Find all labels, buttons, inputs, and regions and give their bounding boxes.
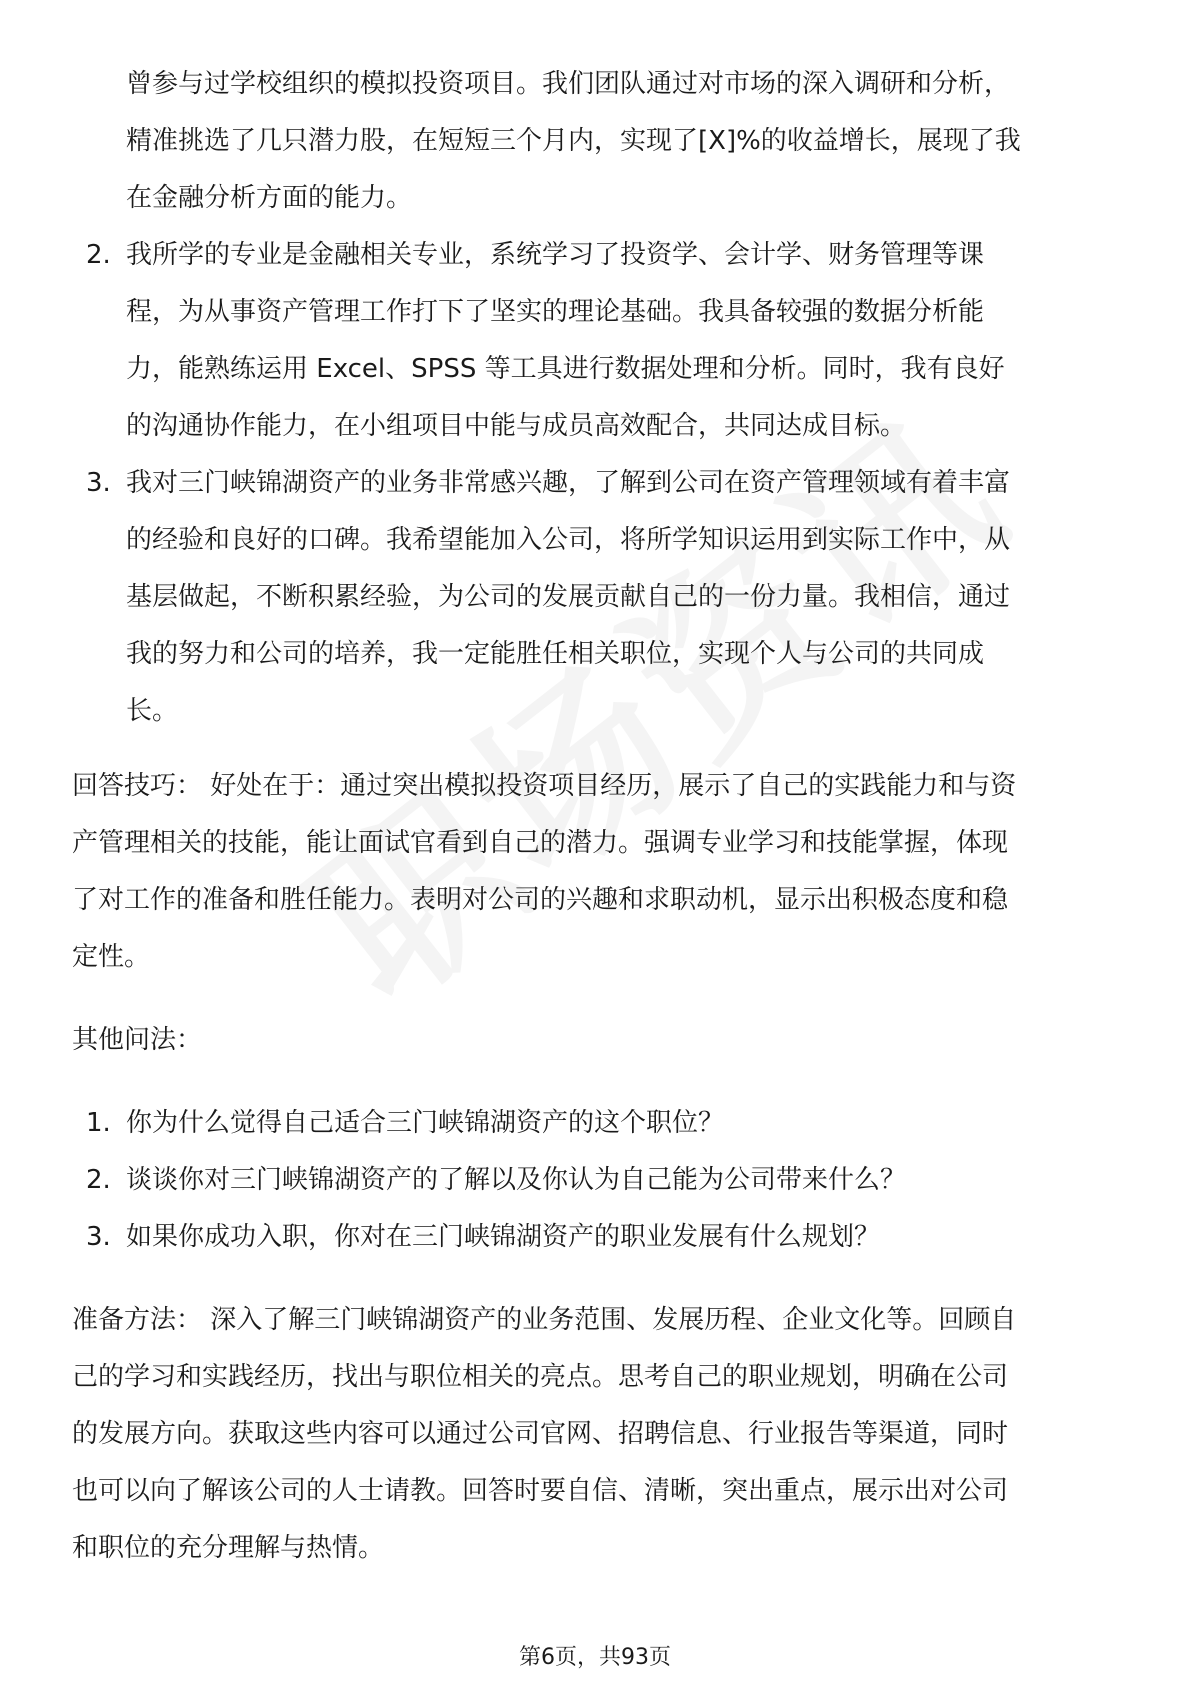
text-line: 的沟通协作能力，在小组项目中能与成员高效配合，共同达成目标。 — [126, 411, 907, 441]
answer-list — [72, 227, 1122, 740]
text-line: 在金融分析方面的能力。 — [126, 183, 413, 213]
text-line: 我对三门峡锦湖资产的业务非常感兴趣，了解到公司在资产管理领域有着丰富 — [126, 468, 1011, 498]
other-question-item — [72, 1095, 1122, 1152]
question-text: 谈谈你对三门峡锦湖资产的了解以及你认为自己能为公司带来什么？ — [126, 1165, 907, 1195]
list-number: 3. — [86, 1222, 111, 1252]
text-line: 准备方法： 深入了解三门峡锦湖资产的业务范围、发展历程、企业文化等。回顾自 — [72, 1305, 1017, 1335]
page-content — [72, 56, 1122, 1577]
preparation-section — [72, 1292, 1122, 1577]
text-line: 的经验和良好的口碑。我希望能加入公司，将所学知识运用到实际工作中，从 — [126, 525, 1011, 555]
answer-item-3 — [72, 455, 1122, 740]
list-number: 3. — [86, 468, 111, 498]
text-line: 力，能熟练运用 Excel、SPSS 等工具进行数据处理和分析。同时，我有良好 — [126, 354, 1005, 384]
text-line: 回答技巧： 好处在于：通过突出模拟投资项目经历，展示了自己的实践能力和与资 — [72, 771, 1017, 801]
answer-item-2 — [72, 227, 1122, 455]
text-line: 和职位的充分理解与热情。 — [72, 1533, 385, 1563]
text-line: 我所学的专业是金融相关专业，系统学习了投资学、会计学、财务管理等课 — [126, 240, 985, 270]
text-line: 程，为从事资产管理工作打下了坚实的理论基础。我具备较强的数据分析能 — [126, 297, 985, 327]
text-line: 定性。 — [72, 942, 151, 972]
other-questions-list — [72, 1095, 1122, 1266]
text-line: 己的学习和实践经历，找出与职位相关的亮点。思考自己的职业规划，明确在公司 — [72, 1362, 1009, 1392]
list-number: 2. — [86, 240, 111, 270]
list-number: 1. — [86, 1108, 111, 1138]
other-questions-heading: 其他问法： — [72, 1025, 203, 1055]
text-line: 产管理相关的技能，能让面试官看到自己的潜力。强调专业学习和技能掌握，体现 — [72, 828, 1009, 858]
page-number: 第6页，共93页 — [519, 1645, 671, 1670]
other-question-item — [72, 1152, 1122, 1209]
list-number: 2. — [86, 1165, 111, 1195]
question-text: 你为什么觉得自己适合三门峡锦湖资产的这个职位？ — [126, 1108, 725, 1138]
text-line: 我的努力和公司的培养，我一定能胜任相关职位，实现个人与公司的共同成 — [126, 639, 985, 669]
text-line: 长。 — [126, 696, 179, 726]
text-line: 基层做起，不断积累经验，为公司的发展贡献自己的一份力量。我相信，通过 — [126, 582, 1011, 612]
other-question-item — [72, 1209, 1122, 1266]
text-line: 的发展方向。获取这些内容可以通过公司官网、招聘信息、行业报告等渠道，同时 — [72, 1419, 1009, 1449]
text-line: 也可以向了解该公司的人士请教。回答时要自信、清晰，突出重点，展示出对公司 — [72, 1476, 1009, 1506]
text-line: 精准挑选了几只潜力股，在短短三个月内，实现了[X]%的收益增长，展现了我 — [126, 126, 1021, 156]
question-text: 如果你成功入职，你对在三门峡锦湖资产的职业发展有什么规划？ — [126, 1222, 881, 1252]
answer-item-1-continuation — [72, 56, 1122, 227]
answer-tips-section — [72, 758, 1122, 986]
text-line: 了对工作的准备和胜任能力。表明对公司的兴趣和求职动机，显示出积极态度和稳 — [72, 885, 1009, 915]
text-line: 曾参与过学校组织的模拟投资项目。我们团队通过对市场的深入调研和分析， — [126, 69, 1011, 99]
